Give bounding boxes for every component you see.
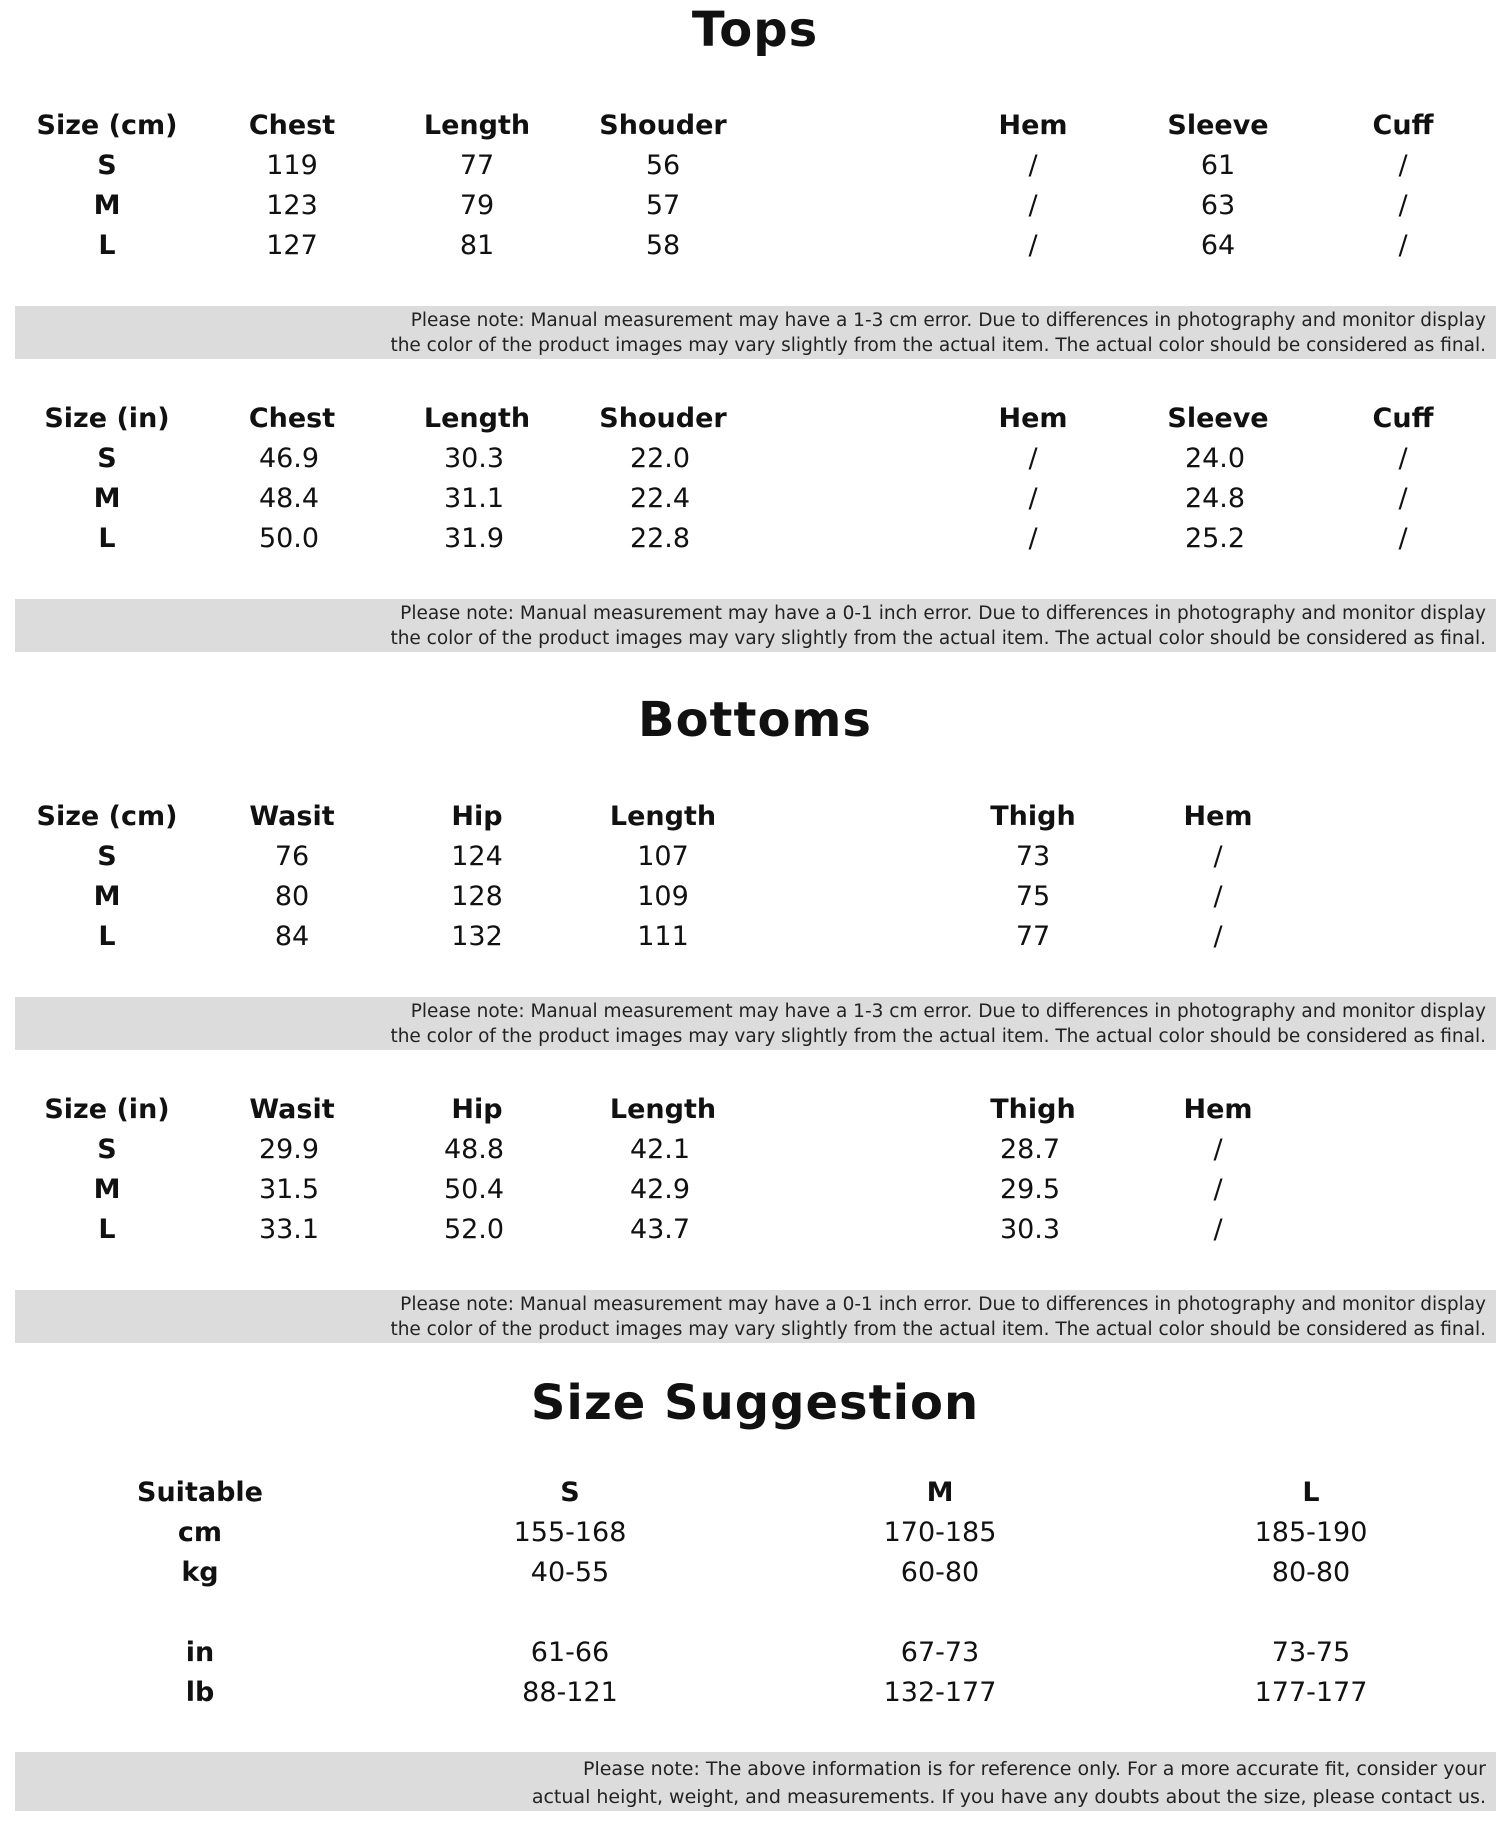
table-cell: 60-80 [900,1557,980,1588]
header-cell: Size (in) [44,1094,170,1125]
table-cell: 63 [1200,190,1236,221]
table-row [0,186,1510,226]
table-cell: 61-66 [530,1637,610,1668]
table-cell: 61 [1200,150,1236,181]
table-cell: 76 [274,841,310,872]
header-cell: Length [609,801,717,832]
table-cell: / [1398,523,1408,554]
table-cell: L [98,523,116,554]
table-cell: M [93,1174,121,1205]
header-cell: Thigh [990,1094,1076,1125]
table-cell: 43.7 [629,1214,691,1245]
table-cell: S [97,1134,117,1165]
header-cell: Wasit [249,1094,335,1125]
table-cell: 50.4 [443,1174,505,1205]
note-line: Please note: Manual measurement may have a 1-3 cm error. Due to differences in photography and monitor display [410,310,1486,331]
table-cell: lb [185,1677,215,1708]
table-cell: 80-80 [1271,1557,1351,1588]
table-cell: 80 [274,881,310,912]
table-cell: 31.1 [443,483,505,514]
table-cell: / [1398,230,1408,261]
table-cell: 177-177 [1254,1677,1368,1708]
header-cell: Thigh [990,801,1076,832]
header-cell: Hem [1183,801,1253,832]
measurement-note [15,306,1496,359]
header-cell: Length [423,403,531,434]
table-cell: 33.1 [258,1214,320,1245]
table-cell: 56 [645,150,681,181]
measurement-note [15,599,1496,652]
table-cell: 58 [645,230,681,261]
table-cell: / [1213,841,1223,872]
header-cell: Hem [998,110,1068,141]
header-cell: Cuff [1372,110,1434,141]
table-cell: 22.0 [629,443,691,474]
note-line: Please note: The above information is for reference only. For a more accurate fit, consider your [582,1758,1486,1780]
measurement-note [15,997,1496,1050]
table-header [0,106,1510,146]
table-cell: 119 [266,150,318,181]
table-cell: / [1028,523,1038,554]
header-cell: Size (in) [44,403,170,434]
table-cell: 57 [645,190,681,221]
table-cell: 107 [637,841,689,872]
table-cell: 48.4 [258,483,320,514]
header-cell: Size (cm) [36,801,178,832]
table-cell: / [1398,190,1408,221]
table-cell: L [98,1214,116,1245]
note-line: Please note: Manual measurement may have a 1-3 cm error. Due to differences in photography and monitor display [410,1001,1486,1022]
table-cell: 42.1 [629,1134,691,1165]
table-cell: S [97,443,117,474]
table-cell: 28.7 [999,1134,1061,1165]
table-cell: 50.0 [258,523,320,554]
table-cell: 170-185 [883,1517,997,1548]
header-cell: Chest [248,110,336,141]
header-cell: L [1302,1477,1320,1508]
note-line: the color of the product images may vary slightly from the actual item. The actual color should be considered as final. [390,1319,1486,1340]
header-cell: Hem [1183,1094,1253,1125]
table-cell: 79 [459,190,495,221]
table-cell: 22.8 [629,523,691,554]
table-row [0,519,1510,559]
note-line: the color of the product images may vary slightly from the actual item. The actual color should be considered as final. [390,335,1486,356]
table-cell: / [1213,1134,1223,1165]
header-cell: Hip [451,801,503,832]
table-cell: in [185,1637,215,1668]
table-cell: 31.9 [443,523,505,554]
header-cell: Length [609,1094,717,1125]
table-cell: 31.5 [258,1174,320,1205]
table-cell: 109 [637,881,689,912]
table-cell: 77 [1015,921,1051,952]
header-cell: Cuff [1372,403,1434,434]
tops-title: Tops [691,2,819,58]
table-header [0,399,1510,439]
header-cell: Size (cm) [36,110,178,141]
note-line: Please note: Manual measurement may have a 0-1 inch error. Due to differences in photography and monitor display [400,1294,1486,1315]
header-cell: Sleeve [1167,110,1269,141]
table-cell: 52.0 [443,1214,505,1245]
table-cell: / [1213,1214,1223,1245]
table-header [0,1473,1510,1513]
header-cell: Suitable [137,1477,263,1508]
table-row [0,917,1510,957]
table-row [0,1170,1510,1210]
header-cell: Shouder [599,403,727,434]
header-cell: Length [423,110,531,141]
table-cell: S [97,150,117,181]
table-header [0,1090,1510,1130]
table-cell: M [93,881,121,912]
table-row [0,1673,1510,1713]
table-cell: 128 [451,881,503,912]
table-row [0,837,1510,877]
table-row [0,1633,1510,1673]
table-cell: 29.5 [999,1174,1061,1205]
table-cell: 29.9 [258,1134,320,1165]
table-cell: / [1028,483,1038,514]
table-cell: 84 [274,921,310,952]
table-cell: 111 [637,921,689,952]
table-cell: / [1398,483,1408,514]
table-cell: S [97,841,117,872]
table-cell: M [93,190,121,221]
header-cell: Wasit [249,801,335,832]
table-cell: 42.9 [629,1174,691,1205]
table-cell: 24.8 [1184,483,1246,514]
table-row [0,226,1510,266]
table-cell: 185-190 [1254,1517,1368,1548]
header-cell: Sleeve [1167,403,1269,434]
size-suggestion-title: Size Suggestion [530,1375,980,1431]
table-cell: 88-121 [522,1677,618,1708]
table-cell: / [1028,190,1038,221]
note-line: Please note: Manual measurement may have a 0-1 inch error. Due to differences in photography and monitor display [400,603,1486,624]
table-row [0,479,1510,519]
table-cell: 155-168 [513,1517,627,1548]
table-cell: 77 [459,150,495,181]
table-cell: 48.8 [443,1134,505,1165]
table-cell: / [1398,150,1408,181]
table-cell: 40-55 [530,1557,610,1588]
bottoms-title: Bottoms [637,692,872,748]
table-cell: / [1213,1174,1223,1205]
table-cell: 67-73 [900,1637,980,1668]
measurement-note [15,1290,1496,1343]
table-row [0,877,1510,917]
header-cell: S [560,1477,580,1508]
table-row [0,1553,1510,1593]
table-row [0,1210,1510,1250]
table-cell: 132 [451,921,503,952]
table-cell: 124 [451,841,503,872]
table-cell: 25.2 [1184,523,1246,554]
table-row [0,1130,1510,1170]
table-cell: kg [181,1557,219,1588]
table-cell: / [1028,443,1038,474]
table-cell: cm [177,1517,223,1548]
table-row [0,439,1510,479]
table-cell: 64 [1200,230,1236,261]
table-cell: 75 [1015,881,1051,912]
table-cell: 46.9 [258,443,320,474]
table-cell: 73 [1015,841,1051,872]
note-line: the color of the product images may vary slightly from the actual item. The actual color should be considered as final. [390,628,1486,649]
note-line: the color of the product images may vary slightly from the actual item. The actual color should be considered as final. [390,1026,1486,1047]
table-cell: / [1398,443,1408,474]
table-cell: 30.3 [443,443,505,474]
note-line: actual height, weight, and measurements. If you have any doubts about the size, please contact us. [531,1786,1486,1808]
table-cell: 132-177 [883,1677,997,1708]
table-cell: L [98,230,116,261]
table-row [0,146,1510,186]
table-cell: 22.4 [629,483,691,514]
table-cell: 30.3 [999,1214,1061,1245]
table-cell: L [98,921,116,952]
header-cell: Shouder [599,110,727,141]
table-cell: / [1213,881,1223,912]
header-cell: Chest [248,403,336,434]
table-cell: / [1028,150,1038,181]
table-cell: 127 [266,230,318,261]
header-cell: M [926,1477,954,1508]
table-header [0,797,1510,837]
table-cell: 123 [266,190,318,221]
table-cell: 81 [459,230,495,261]
header-cell: Hem [998,403,1068,434]
table-cell: M [93,483,121,514]
table-cell: / [1213,921,1223,952]
table-cell: 73-75 [1271,1637,1351,1668]
reference-note [15,1752,1496,1811]
table-cell: / [1028,230,1038,261]
table-row [0,1513,1510,1553]
header-cell: Hip [451,1094,503,1125]
table-cell: 24.0 [1184,443,1246,474]
